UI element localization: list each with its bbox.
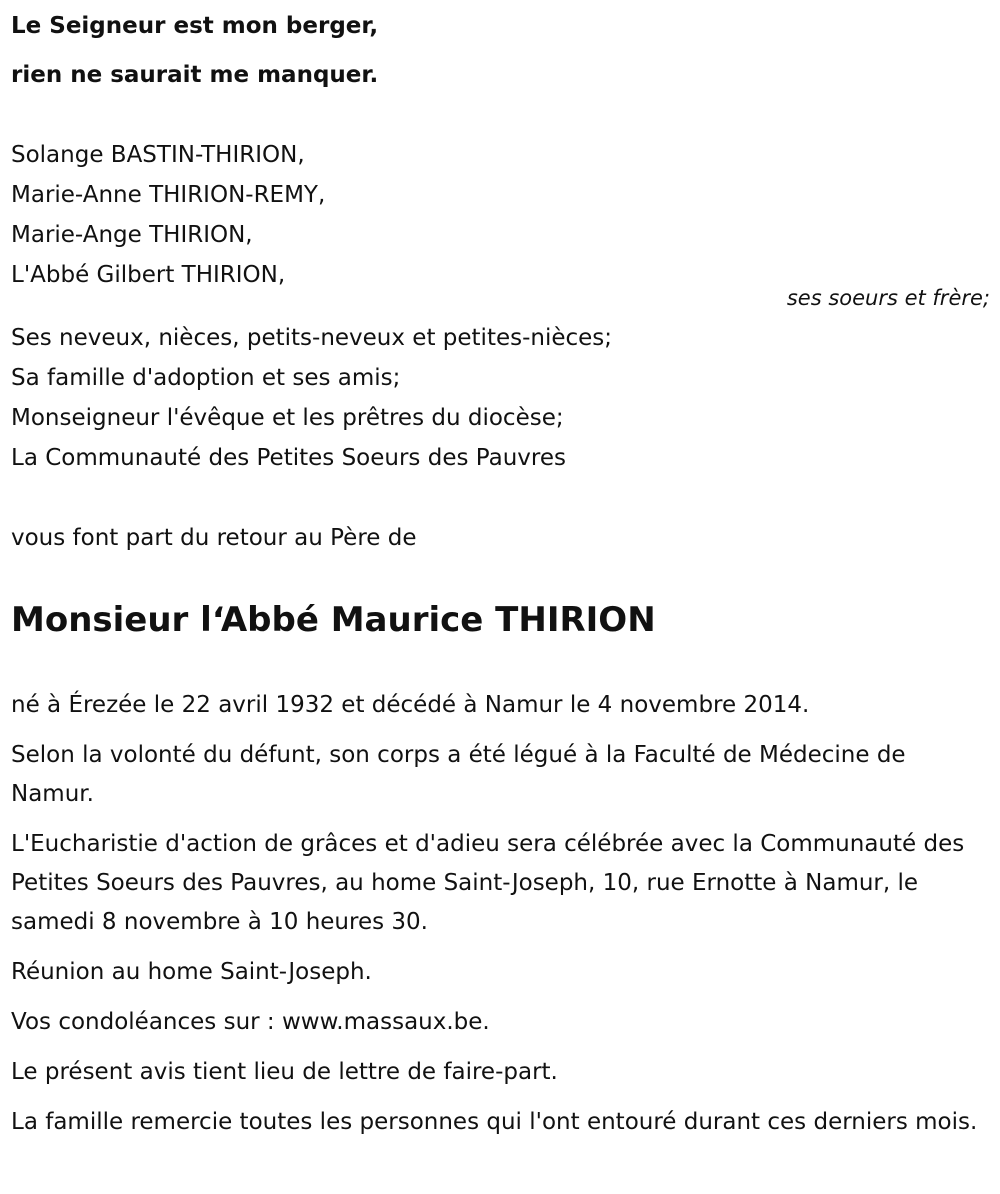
deceased-name-heading: Monsieur l‘Abbé Maurice THIRION — [11, 600, 656, 640]
relative-line: Monseigneur l'évêque et les prêtres du diocèse; — [11, 405, 564, 431]
sibling-name: Marie-Ange THIRION, — [11, 222, 253, 248]
verse-line-1: Le Seigneur est mon berger, — [11, 13, 379, 39]
sibling-name: Marie-Anne THIRION-REMY, — [11, 182, 326, 208]
body-donation-note: Selon la volonté du défunt, son corps a été légué à la Faculté de Médecine de Namur. — [11, 742, 906, 807]
siblings-relation-note: ses soeurs et frère; — [786, 286, 990, 310]
ceremony-info: L'Eucharistie d'action de grâces et d'adieu sera célébrée avec la Communauté des Petites Soeurs des Pauvres, au home Saint-Joseph, 10, rue Ernotte à Namur, le samedi 8 novembre à 10 heures 30. — [11, 831, 965, 935]
birth-death-dates: né à Érezée le 22 avril 1932 et décédé à Namur le 4 novembre 2014. — [11, 692, 810, 718]
relatives-list — [11, 318, 612, 478]
relative-line: Ses neveux, nièces, petits-neveux et petites-nièces; — [11, 325, 613, 351]
gathering-info: Réunion au home Saint-Joseph. — [11, 959, 372, 985]
notice-statement: Le présent avis tient lieu de lettre de faire-part. — [11, 1059, 558, 1085]
verse-line-2: rien ne saurait me manquer. — [11, 62, 379, 88]
relative-line: Sa famille d'adoption et ses amis; — [11, 365, 401, 391]
family-thanks: La famille remercie toutes les personnes qui l'ont entouré durant ces derniers mois. — [11, 1109, 978, 1135]
condolences-info: Vos condoléances sur : www.massaux.be. — [11, 1009, 490, 1035]
sibling-name: Solange BASTIN-THIRION, — [11, 142, 305, 168]
sibling-name: L'Abbé Gilbert THIRION, — [11, 262, 286, 288]
siblings-list — [11, 135, 325, 295]
relative-line: La Communauté des Petites Soeurs des Pauvres — [11, 445, 566, 471]
details-section — [11, 686, 986, 1153]
announcement-line: vous font part du retour au Père de — [11, 525, 417, 551]
